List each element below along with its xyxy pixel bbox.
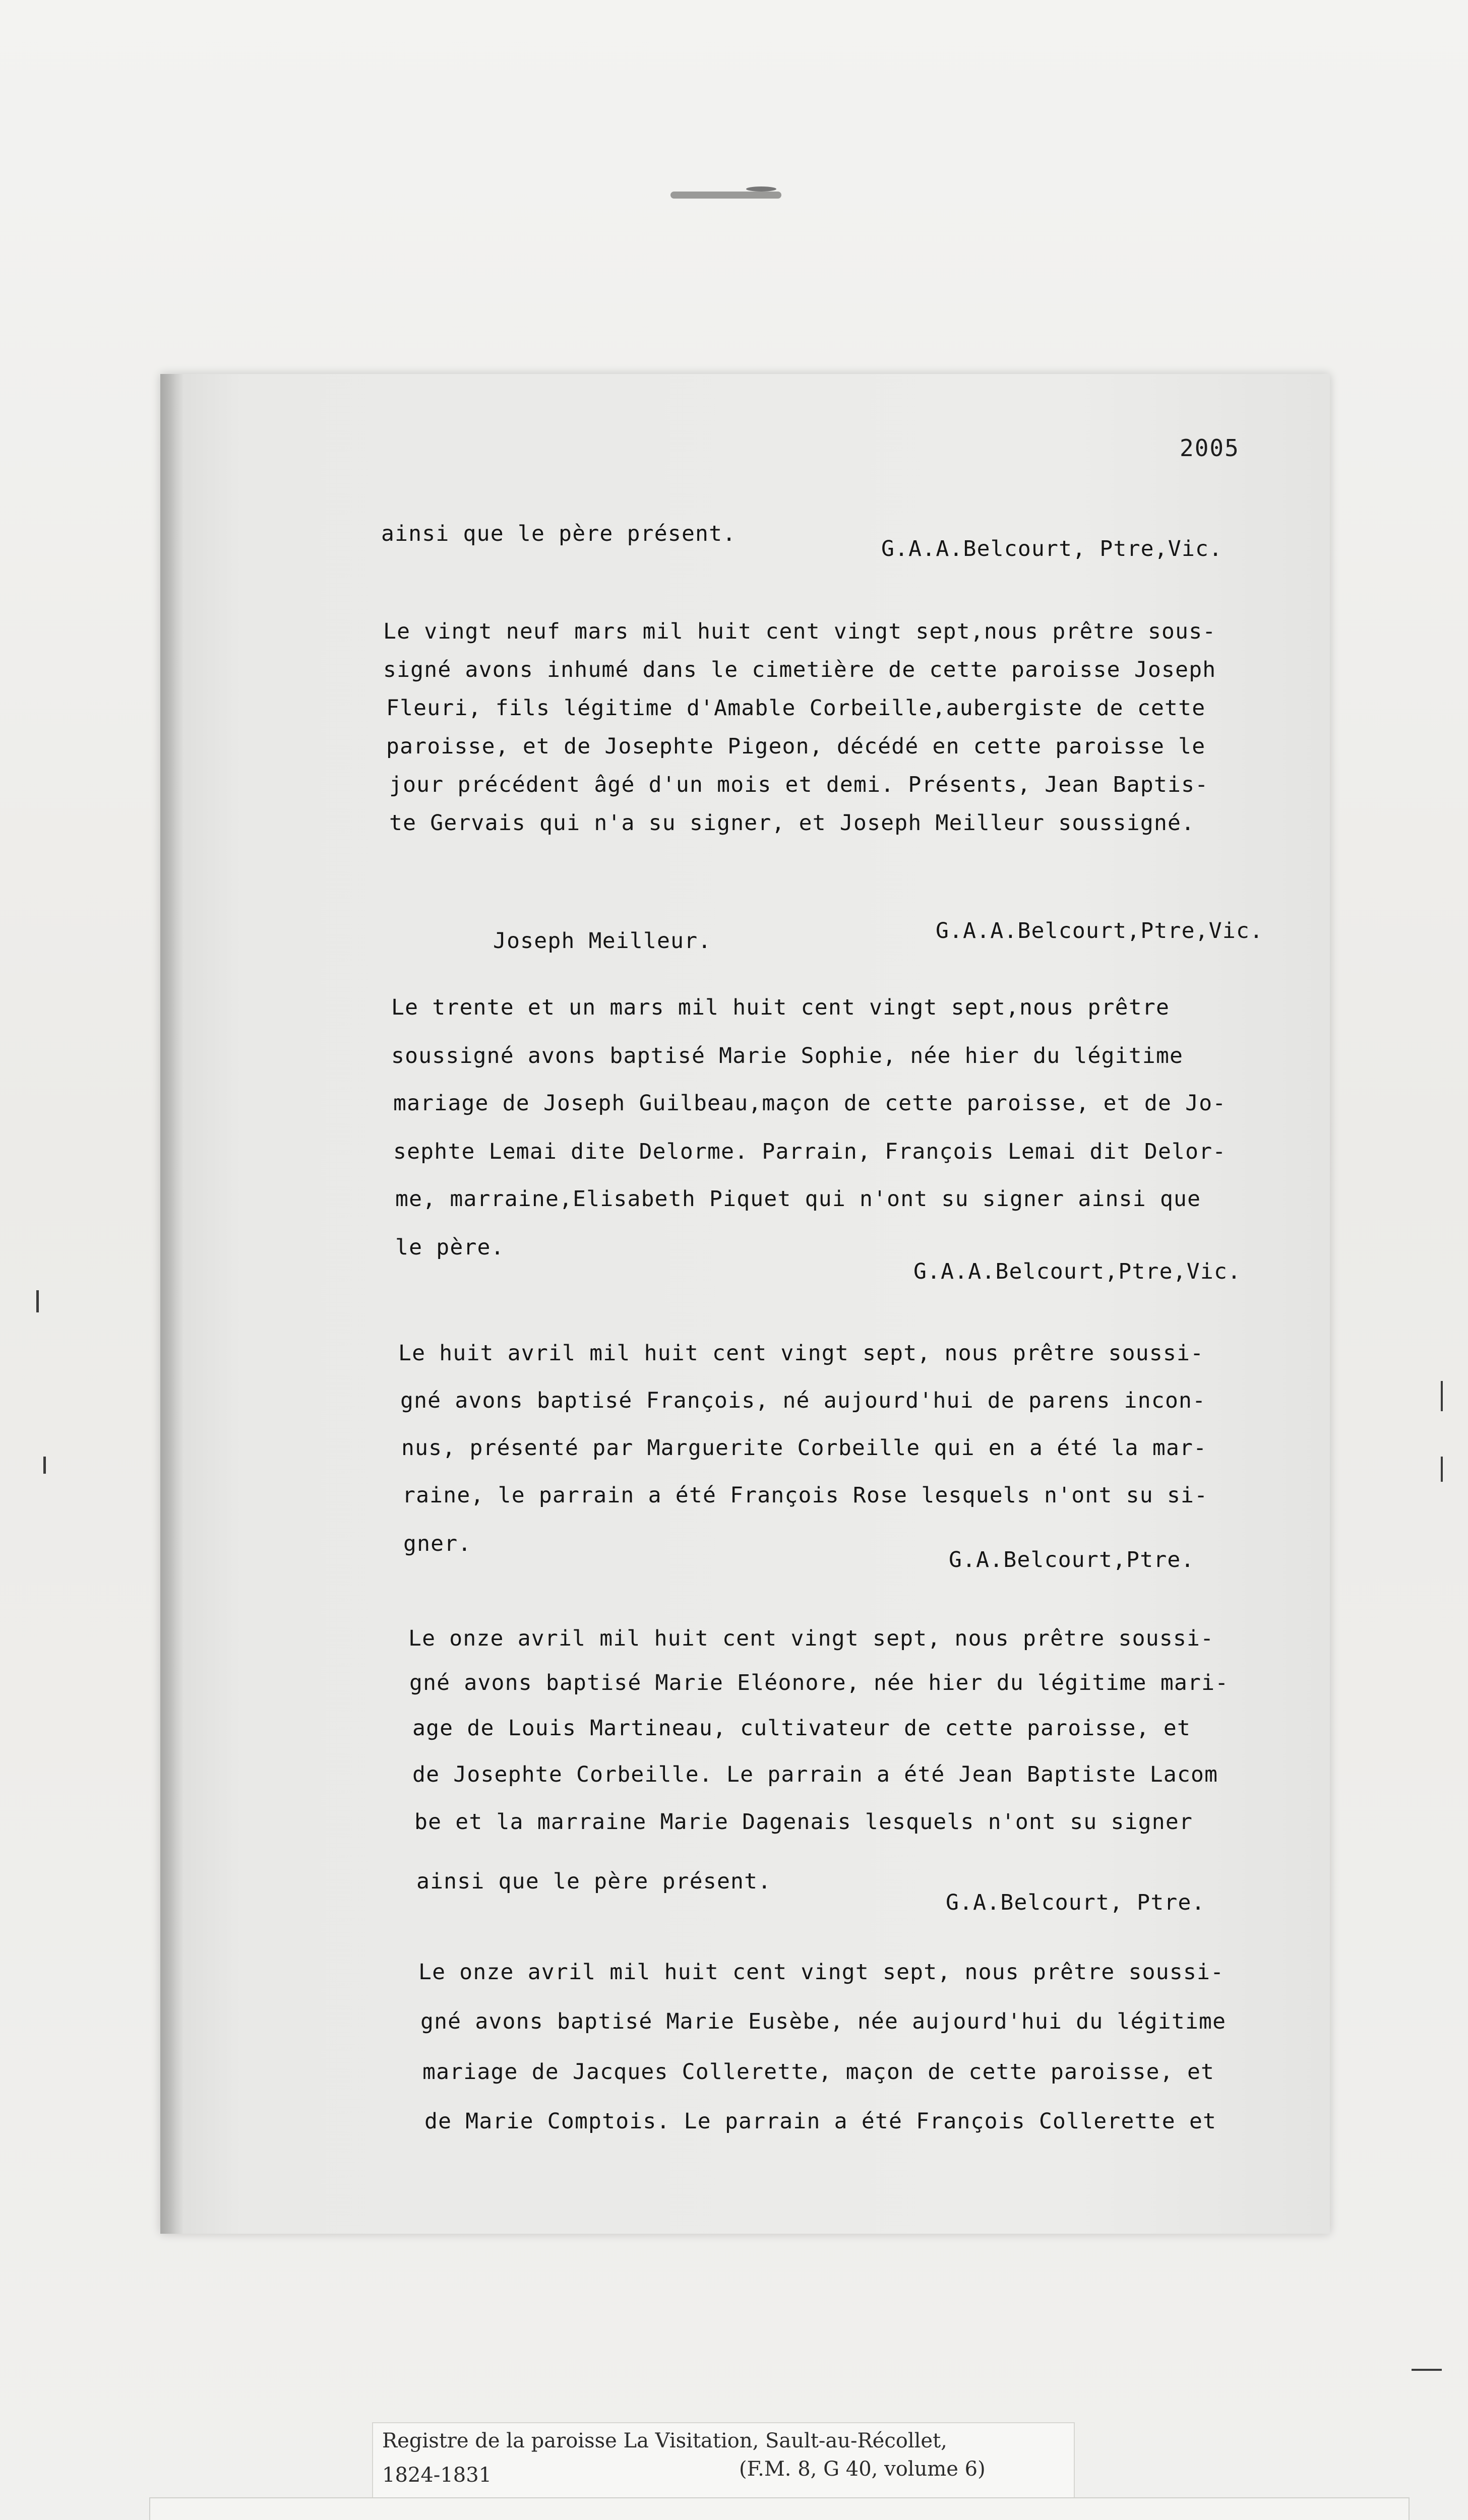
register-line: Le onze avril mil huit cent vingt sept, nous prêtre soussi- <box>408 1626 1214 1651</box>
register-line: gner. <box>403 1531 472 1556</box>
caption-reference: (F.M. 8, G 40, volume 6) <box>739 2458 986 2481</box>
film-speck <box>746 186 776 192</box>
register-line: de Marie Comptois. Le parrain a été François Collerette et <box>424 2109 1217 2134</box>
archive-stamp <box>149 2497 1410 2520</box>
register-line: te Gervais qui n'a su signer, et Joseph Meilleur soussigné. <box>389 810 1195 836</box>
register-line: raine, le parrain a été François Rose lesquels n'ont su si- <box>402 1483 1208 1508</box>
register-line: Fleuri, fils légitime d'Amable Corbeille,aubergiste de cette <box>386 696 1206 721</box>
register-line: signé avons inhumé dans le cimetière de cette paroisse Joseph <box>383 657 1216 682</box>
caption-date-range: 1824-1831 <box>382 2464 492 2487</box>
register-line: gné avons baptisé Marie Eusèbe, née aujourd'hui du légitime <box>420 2009 1227 2034</box>
register-line: sephte Lemai dite Delorme. Parrain, François Lemai dit Delor- <box>393 1139 1227 1164</box>
archive-reference-label <box>372 2422 1075 2499</box>
register-line: jour précédent âgé d'un mois et demi. Présents, Jean Baptis- <box>389 772 1209 797</box>
register-line: Le huit avril mil huit cent vingt sept, nous prêtre soussi- <box>398 1341 1204 1366</box>
register-line: mariage de Joseph Guilbeau,maçon de cette paroisse, et de Jo- <box>393 1091 1227 1116</box>
film-edge-mark <box>1412 2369 1442 2371</box>
register-line: Le trente et un mars mil huit cent vingt sept,nous prêtre <box>391 995 1170 1020</box>
caption-title: Registre de la paroisse La Visitation, Sault-au-Récollet, <box>382 2429 947 2452</box>
film-edge-mark <box>36 1290 39 1312</box>
priest-signature: G.A.A.Belcourt, Ptre,Vic. <box>881 536 1223 561</box>
page-number: 2005 <box>1180 434 1240 462</box>
register-line: be et la marraine Marie Dagenais lesquels n'ont su signer <box>414 1809 1193 1835</box>
register-line: nus, présenté par Marguerite Corbeille qui en a été la mar- <box>401 1435 1207 1461</box>
film-edge-mark <box>1441 1381 1443 1411</box>
priest-signature: G.A.A.Belcourt,Ptre,Vic. <box>936 918 1264 943</box>
register-line: gné avons baptisé François, né aujourd'hui de parens incon- <box>400 1388 1206 1413</box>
priest-signature: G.A.A.Belcourt,Ptre,Vic. <box>913 1259 1242 1284</box>
priest-signature: G.A.Belcourt,Ptre. <box>949 1547 1195 1572</box>
register-line: ainsi que le père présent. <box>416 1869 772 1894</box>
register-line: de Josephte Corbeille. Le parrain a été Jean Baptiste Lacom <box>412 1762 1218 1787</box>
register-line: Le vingt neuf mars mil huit cent vingt sept,nous prêtre sous- <box>383 619 1216 644</box>
register-line: soussigné avons baptisé Marie Sophie, née hier du légitime <box>391 1043 1184 1068</box>
film-speck <box>670 192 781 199</box>
register-line: Le onze avril mil huit cent vingt sept, nous prêtre soussi- <box>418 1960 1225 1985</box>
register-line: le père. <box>395 1235 505 1260</box>
register-line: me, marraine,Elisabeth Piquet qui n'ont su signer ainsi que <box>395 1186 1201 1212</box>
witness-signature: Joseph Meilleur. <box>493 928 712 954</box>
register-line: ainsi que le père présent. <box>381 521 737 546</box>
register-page <box>160 374 1330 2234</box>
register-line: mariage de Jacques Collerette, maçon de cette paroisse, et <box>422 2059 1215 2085</box>
register-line: age de Louis Martineau, cultivateur de cette paroisse, et <box>412 1716 1191 1741</box>
film-edge-mark <box>1441 1457 1443 1482</box>
priest-signature: G.A.Belcourt, Ptre. <box>946 1890 1205 1915</box>
film-edge-mark <box>43 1457 46 1474</box>
page-binding-shadow <box>160 374 184 2234</box>
register-line: gné avons baptisé Marie Eléonore, née hier du légitime mari- <box>409 1670 1229 1695</box>
register-line: paroisse, et de Josephte Pigeon, décédé en cette paroisse le <box>386 734 1206 759</box>
